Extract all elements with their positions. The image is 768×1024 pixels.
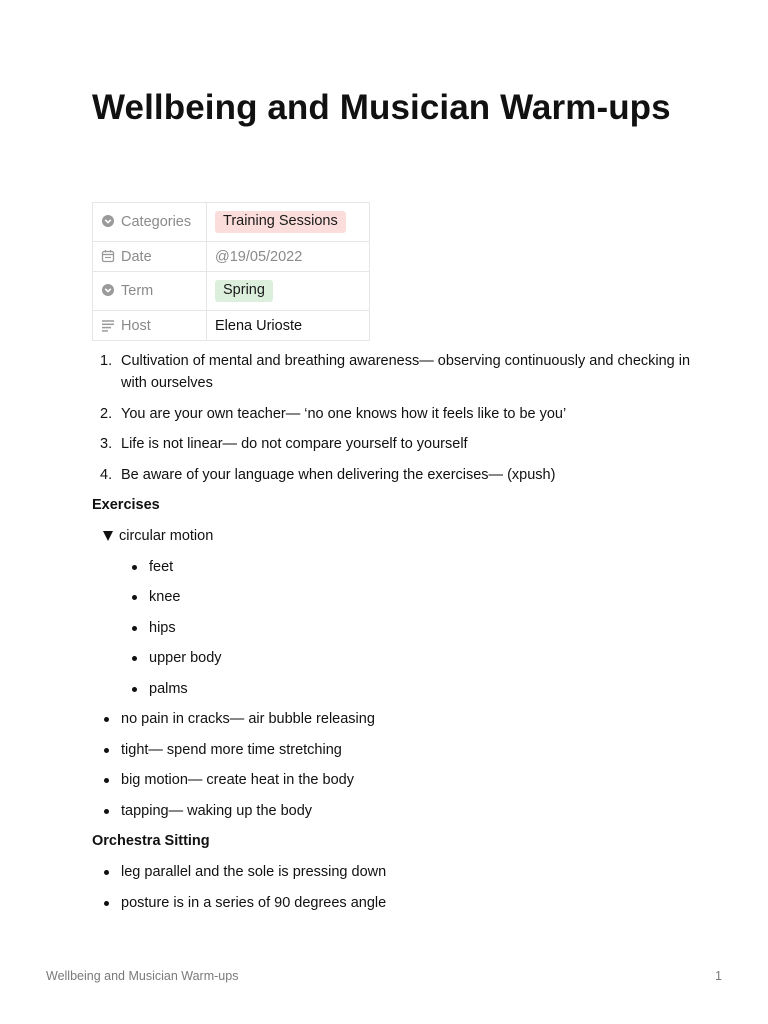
bullet-icon: [132, 687, 137, 692]
property-row-term: [93, 272, 370, 311]
page-number: 1: [715, 969, 722, 983]
select-icon: [101, 214, 115, 228]
page-content: [92, 350, 692, 922]
list-item: upper body: [120, 647, 692, 669]
exercises-list: [92, 708, 692, 822]
list-item: tapping— waking up the body: [92, 800, 692, 822]
bullet-icon: [104, 901, 109, 906]
property-label-host: Host: [121, 317, 151, 334]
list-item: no pain in cracks— air bubble releasing: [92, 708, 692, 730]
list-item: palms: [120, 678, 692, 700]
circular-motion-list: [120, 556, 692, 700]
orchestra-sitting-list: [92, 861, 692, 914]
list-item: big motion— create heat in the body: [92, 769, 692, 791]
text-lines-icon: [101, 318, 115, 332]
date-value[interactable]: @19/05/2022: [215, 248, 303, 265]
list-item: posture is in a series of 90 degrees angle: [92, 892, 692, 914]
list-item: hips: [120, 617, 692, 639]
select-icon: [101, 283, 115, 297]
list-item: 3. Life is not linear— do not compare yourself to yourself: [100, 436, 468, 452]
property-row-host: [93, 311, 370, 341]
bullet-icon: [132, 626, 137, 631]
list-item: 1. Cultivation of mental and breathing awareness— observing continuously and checking in with ourselves: [100, 353, 691, 391]
list-item: 2. You are your own teacher— ‘no one knows how it feels like to be you’: [100, 405, 567, 422]
footer-title: Wellbeing and Musician Warm-ups: [46, 969, 239, 983]
bullet-icon: [104, 778, 109, 783]
property-label-term: Term: [121, 283, 154, 299]
list-item: knee: [120, 586, 692, 608]
circular-motion-toggle[interactable]: [92, 525, 692, 547]
list-item: leg parallel and the sole is pressing down: [92, 861, 692, 883]
property-label-date: Date: [121, 248, 152, 265]
bullet-icon: [104, 870, 109, 875]
categories-tag[interactable]: Training Sessions: [215, 211, 346, 233]
toggle-label: circular motion: [119, 528, 214, 544]
orchestra-sitting-heading: Orchestra Sitting: [92, 833, 210, 849]
bullet-icon: [132, 565, 137, 570]
calendar-icon: [101, 249, 115, 263]
bullet-icon: [132, 656, 137, 661]
list-item: feet: [120, 556, 692, 578]
term-tag[interactable]: Spring: [215, 280, 273, 302]
bullet-icon: [104, 809, 109, 814]
bullet-icon: [132, 595, 137, 600]
exercises-heading: Exercises: [92, 497, 160, 513]
page-title: Wellbeing and Musician Warm-ups: [92, 88, 671, 127]
host-value[interactable]: Elena Urioste: [215, 317, 303, 334]
property-row-date: [93, 242, 370, 272]
principles-list: [92, 350, 692, 486]
bullet-icon: [104, 748, 109, 753]
triangle-down-icon[interactable]: [103, 531, 113, 541]
list-item: 4. Be aware of your language when delivering the exercises— (xpush): [100, 466, 556, 483]
property-row-categories: [93, 203, 370, 242]
bullet-icon: [104, 717, 109, 722]
properties-table: [92, 202, 370, 341]
list-item: tight— spend more time stretching: [92, 739, 692, 761]
property-label-categories: Categories: [121, 214, 192, 230]
